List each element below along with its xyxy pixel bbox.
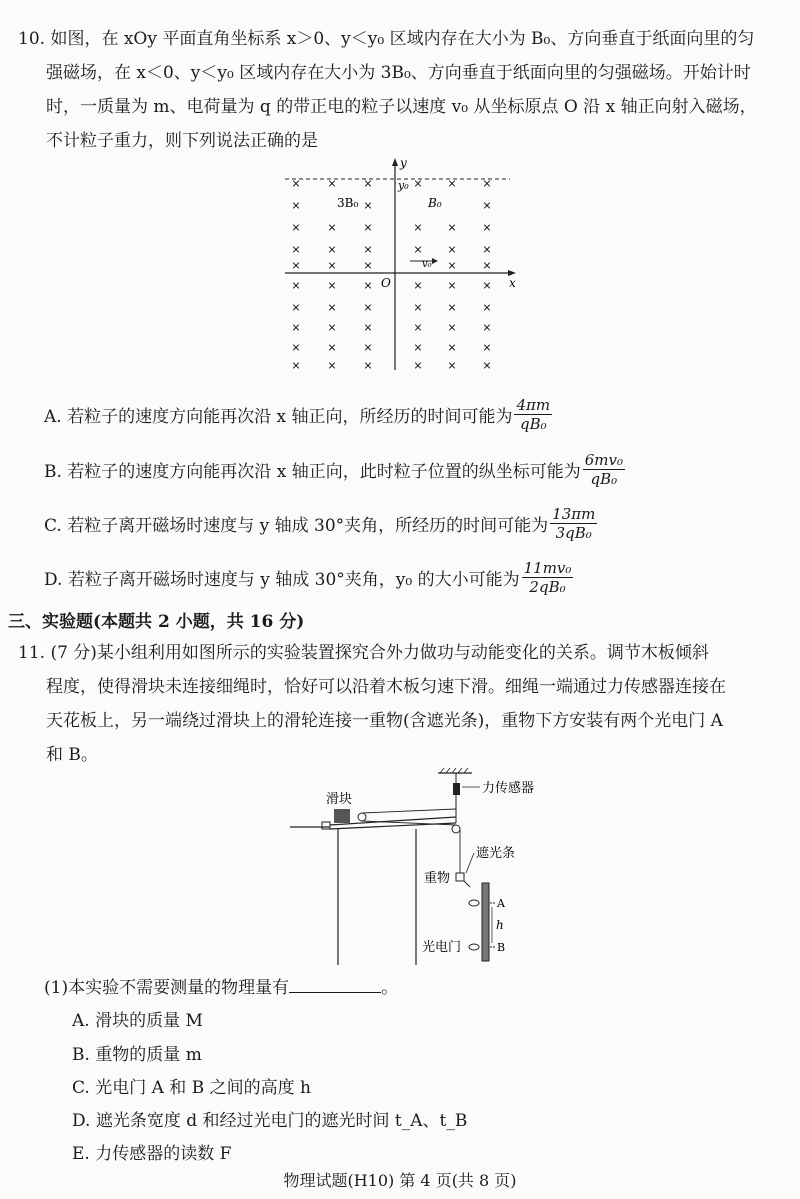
photogate-label: 光电门	[422, 940, 462, 955]
sub1-option-c[interactable]: C. 光电门 A 和 B 之间的高度 h	[72, 1078, 311, 1098]
field-cross: ×	[447, 221, 457, 234]
q10-option-a[interactable]	[44, 396, 552, 433]
field-cross: ×	[482, 221, 492, 234]
q10-line-4: 不计粒子重力，则下列说法正确的是	[46, 131, 318, 151]
section-3-title: 三、实验题	[8, 612, 93, 632]
weight-block	[456, 873, 464, 881]
field-cross: ×	[363, 177, 373, 190]
q10-option-d[interactable]	[44, 559, 573, 596]
field-cross: ×	[447, 321, 457, 334]
force-sensor-block	[453, 783, 460, 795]
option-b-numerator: 6mv₀	[584, 451, 623, 469]
field-cross: ×	[291, 177, 301, 190]
field-cross: ×	[327, 301, 337, 314]
photogate-post	[482, 883, 489, 961]
field-cross: ×	[482, 359, 492, 372]
v0-label: v₀	[422, 259, 432, 270]
field-cross: ×	[447, 243, 457, 256]
option-c-numerator: 13πm	[552, 505, 596, 523]
table-pulley	[452, 825, 460, 833]
option-b-text: B. 若粒子的速度方向能再次沿 x 轴正向，此时粒子位置的纵坐标可能为	[44, 462, 581, 482]
field-cross: ×	[327, 279, 337, 292]
slider-pulley	[358, 813, 366, 821]
option-c-fraction	[550, 505, 597, 542]
shade-strip-label: 遮光条	[476, 846, 516, 861]
field-cross: ×	[413, 321, 423, 334]
sub1-suffix: 。	[381, 978, 399, 998]
field-cross: ×	[291, 359, 301, 372]
sub1-option-a[interactable]: A. 滑块的质量 M	[72, 1011, 203, 1031]
right-field-label: B₀	[428, 196, 442, 210]
photogate-b	[469, 944, 479, 950]
q11-line-2: 程度，使得滑块未连接细绳时，恰好可以沿着木板匀速下滑。细绳一端通过力传感器连接在	[46, 677, 726, 697]
field-cross: ×	[363, 221, 373, 234]
field-cross: ×	[447, 259, 457, 272]
field-cross: ×	[482, 259, 492, 272]
field-cross: ×	[363, 279, 373, 292]
field-cross: ×	[291, 243, 301, 256]
answer-blank[interactable]	[289, 976, 381, 993]
q11-line-1: 11. (7 分)某小组利用如图所示的实验装置探究合外力做功与动能变化的关系。调节木板倾斜	[18, 643, 709, 663]
field-cross: ×	[482, 177, 492, 190]
experiment-apparatus-figure	[290, 765, 540, 965]
field-cross: ×	[363, 341, 373, 354]
field-cross: ×	[413, 279, 423, 292]
field-cross: ×	[363, 199, 373, 212]
option-a-denominator: qB₀	[519, 415, 547, 433]
gate-b-label: B	[497, 941, 506, 954]
q10-line-1: 10. 如图，在 xOy 平面直角坐标系 x＞0、y＜y₀ 区域内存在大小为 B₀、方向垂直于纸面向里的匀	[18, 29, 755, 49]
origin-label: O	[381, 276, 391, 290]
field-cross: ×	[447, 301, 457, 314]
q11-line-4: 和 B。	[46, 745, 98, 765]
field-cross-marks	[291, 177, 491, 372]
option-d-denominator: 2qB₀	[529, 578, 566, 596]
sub1-option-b[interactable]: B. 重物的质量 m	[72, 1045, 202, 1065]
field-cross: ×	[363, 321, 373, 334]
q10-line-3: 时，一质量为 m、电荷量为 q 的带正电的粒子以速度 v₀ 从坐标原点 O 沿 x 轴正向射入磁场，	[46, 97, 757, 117]
option-d-fraction	[522, 559, 574, 596]
field-cross: ×	[291, 341, 301, 354]
left-field-label: 3B₀	[337, 196, 359, 210]
field-cross: ×	[482, 321, 492, 334]
field-cross: ×	[413, 243, 423, 256]
sub1-option-e[interactable]: E. 力传感器的读数 F	[72, 1144, 232, 1164]
page-footer: 物理试题(H10) 第 4 页(共 8 页)	[283, 1171, 517, 1190]
q11-line-3: 天花板上，另一端绕过滑块上的滑轮连接一重物(含遮光条)，重物下方安装有两个光电门 A	[46, 711, 723, 731]
field-cross: ×	[291, 221, 301, 234]
option-d-text: D. 若粒子离开磁场时速度与 y 轴成 30°夹角，y₀ 的大小可能为	[44, 570, 520, 590]
field-cross: ×	[363, 359, 373, 372]
field-cross: ×	[482, 199, 492, 212]
field-cross: ×	[291, 279, 301, 292]
force-sensor-label: 力传感器	[482, 781, 535, 796]
q10-option-c[interactable]	[44, 505, 597, 542]
slider-block	[334, 809, 350, 823]
field-cross: ×	[482, 243, 492, 256]
q11-sub1-prompt	[44, 973, 398, 998]
gate-a-label: A	[497, 897, 505, 910]
option-a-text: A. 若粒子的速度方向能再次沿 x 轴正向，所经历的时间可能为	[44, 407, 513, 427]
field-cross: ×	[413, 341, 423, 354]
field-cross: ×	[447, 359, 457, 372]
height-label: h	[496, 918, 504, 932]
field-cross: ×	[447, 341, 457, 354]
field-cross: ×	[482, 301, 492, 314]
field-cross: ×	[447, 177, 457, 190]
field-cross: ×	[291, 259, 301, 272]
q10-line-2: 强磁场，在 x＜0、y＜y₀ 区域内存在大小为 3B₀、方向垂直于纸面向里的匀强磁场。开始计时	[46, 63, 751, 83]
field-cross: ×	[482, 341, 492, 354]
field-cross: ×	[413, 221, 423, 234]
y0-label: y₀	[398, 179, 409, 192]
magnetic-field-figure	[280, 155, 520, 375]
option-a-numerator: 4πm	[516, 396, 551, 414]
field-cross: ×	[327, 359, 337, 372]
field-cross: ×	[327, 177, 337, 190]
field-cross: ×	[291, 321, 301, 334]
section-3-heading	[8, 607, 304, 632]
q10-option-b[interactable]	[44, 451, 625, 488]
weight-label: 重物	[424, 871, 451, 886]
field-cross: ×	[413, 359, 423, 372]
option-c-denominator: 3qB₀	[555, 524, 592, 542]
photogate-a	[469, 900, 479, 906]
field-cross: ×	[327, 341, 337, 354]
field-cross: ×	[327, 259, 337, 272]
y-axis-label: y	[400, 156, 407, 170]
option-a-fraction	[514, 396, 552, 433]
option-b-fraction	[583, 451, 625, 488]
field-cross: ×	[291, 199, 301, 212]
field-cross: ×	[327, 243, 337, 256]
slider-label: 滑块	[326, 792, 353, 807]
field-cross: ×	[327, 221, 337, 234]
field-cross: ×	[447, 279, 457, 292]
option-d-numerator: 11mv₀	[523, 559, 572, 577]
sub1-prefix: (1)本实验不需要测量的物理量有	[44, 978, 290, 998]
field-cross: ×	[413, 177, 423, 190]
section-3-subtitle: (本题共 2 小题，共 16 分)	[93, 612, 305, 632]
field-cross: ×	[327, 321, 337, 334]
x-axis-label: x	[509, 276, 516, 290]
field-cross: ×	[363, 259, 373, 272]
board-stop	[322, 822, 330, 829]
field-cross: ×	[363, 243, 373, 256]
field-cross: ×	[363, 301, 373, 314]
option-b-denominator: qB₀	[590, 470, 618, 488]
field-cross: ×	[482, 279, 492, 292]
field-cross: ×	[291, 301, 301, 314]
option-c-text: C. 若粒子离开磁场时速度与 y 轴成 30°夹角，所经历的时间可能为	[44, 516, 549, 536]
sub1-option-d[interactable]: D. 遮光条宽度 d 和经过光电门的遮光时间 t_A、t_B	[72, 1111, 468, 1131]
field-cross: ×	[413, 301, 423, 314]
